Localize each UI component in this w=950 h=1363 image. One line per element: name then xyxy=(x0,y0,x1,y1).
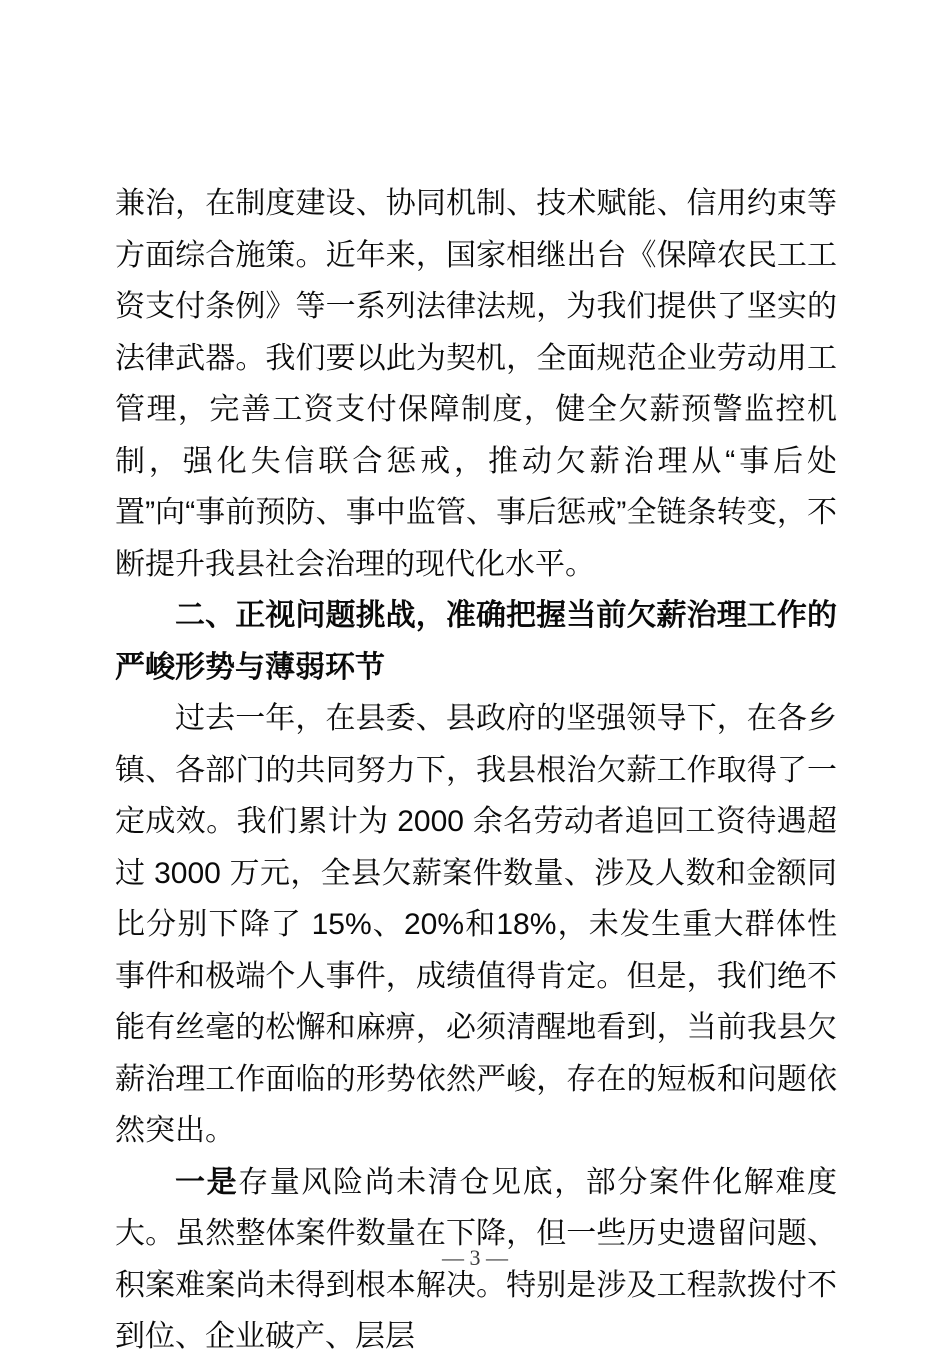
point-one-body: 存量风险尚未清仓见底，部分案件化解难度大。虽然整体案件数量在下降，但一些历史遗留问题、积案难案尚未得到根本解决。特别是涉及工程款拨付不到位、企业破产、层层 xyxy=(115,1165,838,1353)
page-number: — 3 — xyxy=(442,1245,508,1270)
paragraph-continuation: 兼治，在制度建设、协同机制、技术赋能、信用约束等方面综合施策。近年来，国家相继出台《保障农民工工资支付条例》等一系列法律法规，为我们提供了坚实的法律武器。我们要以此为契机，全面规范企业劳动用工管理，完善工资支付保障制度，健全欠薪预警监控机制，强化失信联合惩戒，推动欠薪治理从“事后处置”向“事前预防、事中监管、事后惩戒”全链条转变，不断提升我县社会治理的现代化水平。 xyxy=(115,187,837,581)
paragraph-achievements: 过去一年，在县委、县政府的坚强领导下，在各乡镇、各部门的共同努力下，我县根治欠薪工作取得了一定成效。我们累计为 2000 余名劳动者追回工资待遇超过 3000 万元，全县欠薪案件数量、涉及人数和金额同比分别下降了 15%、20%和18%，未发生重大群体性事件和极端个人事件，成绩值得肯定。但是，我们绝不能有丝毫的松懈和麻痹，必须清醒地看到，当前我县欠薪治理工作面临的形势依然严峻，存在的短板和问题依然突出。 xyxy=(115,702,837,1147)
section-heading-two: 二、正视问题挑战，准确把握当前欠薪治理工作的严峻形势与薄弱环节 xyxy=(115,599,837,684)
point-one-lead: 一是 xyxy=(175,1165,239,1199)
page-body-text xyxy=(115,178,837,1363)
